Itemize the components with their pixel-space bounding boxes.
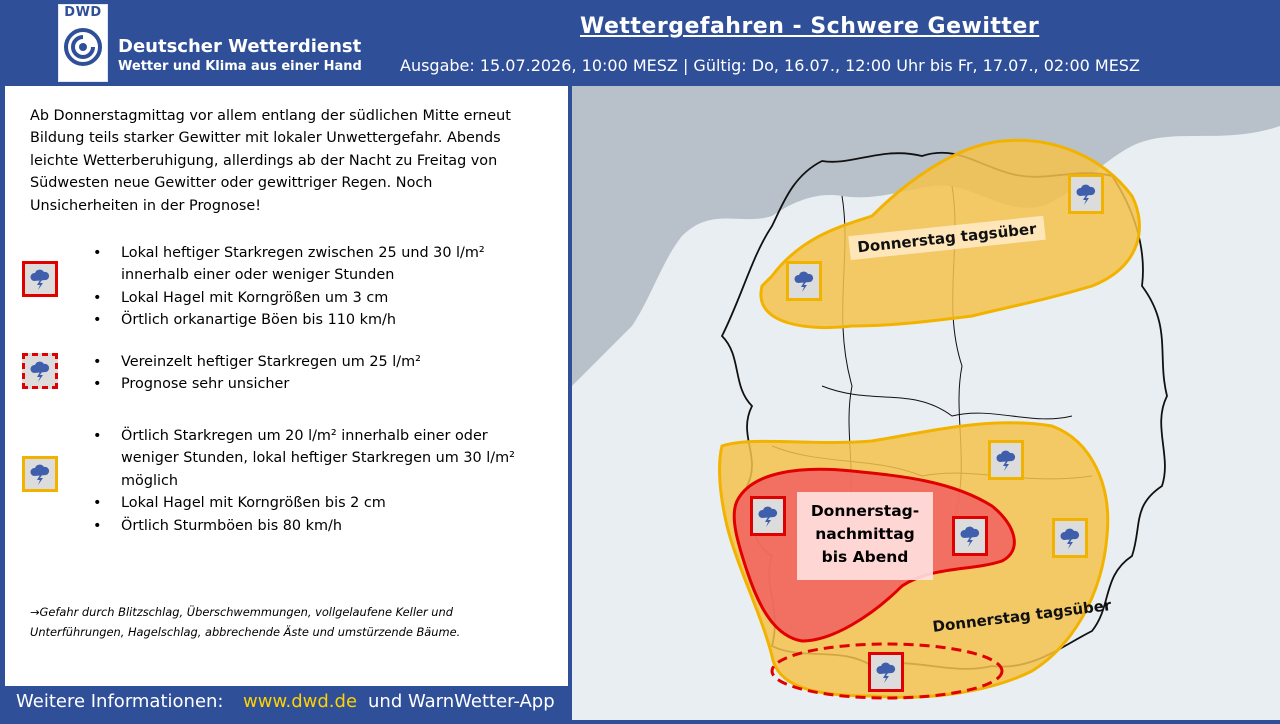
- intro-line: Ab Donnerstagmittag vor allem entlang der südlichen Mitte erneut: [30, 108, 511, 124]
- header: [0, 0, 1280, 86]
- uncertain-warning-legend-icon: [22, 353, 58, 389]
- severe-area-label: [797, 492, 933, 580]
- warning-map: [572, 86, 1280, 720]
- logo-text: DWD: [64, 5, 102, 20]
- north-area-label: Donnerstag tagsüber: [848, 216, 1045, 260]
- severe-label-line: Donnerstag-: [810, 502, 920, 520]
- legend-item: • Prognose sehr unsicher: [121, 373, 531, 395]
- forecast-intro: [30, 105, 560, 217]
- south-area-label: Donnerstag tagsüber: [931, 596, 1113, 636]
- danger-note: →Gefahr durch Blitzschlag, Überschwemmungen, vollgelaufene Keller und Unterführungen, Hagelschlag, abbrechende Äste und umstürzende Bäume.: [30, 605, 461, 639]
- legend-item: • Örtlich orkanartige Böen bis 110 km/h: [121, 309, 531, 331]
- uncertain-warning-list: [87, 351, 531, 396]
- legend-item: • Lokal Hagel mit Korngrößen bis 2 cm: [121, 492, 531, 514]
- thunderstorm-icon: [750, 496, 786, 536]
- severe-label-line: nachmittag: [815, 525, 915, 543]
- org-name: Deutscher Wetterdienst: [118, 36, 362, 57]
- legend-item: • Vereinzelt heftiger Starkregen um 25 l/m²: [121, 351, 531, 373]
- footer-link[interactable]: www.dwd.de: [243, 691, 358, 712]
- footer-suffix: und WarnWetter-App: [368, 691, 555, 712]
- thunderstorm-icon: [28, 462, 52, 486]
- severe-label-line: bis Abend: [821, 548, 909, 566]
- footer: [0, 686, 572, 720]
- dwd-swirl-icon: [64, 27, 102, 67]
- footer-prefix: Weitere Informationen:: [16, 691, 224, 712]
- severe-warning-list: [87, 242, 531, 332]
- moderate-warning-legend-icon: [22, 456, 58, 492]
- legend-item: • Lokal heftiger Starkregen zwischen 25 und 30 l/m² innerhalb einer oder weniger Stunden: [121, 242, 531, 287]
- thunderstorm-icon: [28, 267, 52, 291]
- thunderstorm-icon: [1068, 174, 1104, 214]
- thunderstorm-icon: [868, 652, 904, 692]
- thunderstorm-icon: [28, 359, 52, 383]
- intro-line: leichte Wetterberuhigung, allerdings ab der Nacht zu Freitag von: [30, 152, 498, 169]
- dwd-logo: [58, 4, 108, 82]
- intro-line: Unsicherheiten in der Prognose!: [30, 197, 262, 214]
- intro-line: Bildung teils starker Gewitter mit lokaler Unwettergefahr. Abends: [30, 130, 501, 147]
- moderate-warning-list: [87, 425, 531, 537]
- thunderstorm-icon: [952, 516, 988, 556]
- org-slogan: Wetter und Klima aus einer Hand: [118, 59, 362, 74]
- thunderstorm-icon: [1052, 518, 1088, 558]
- legend-item: • Lokal Hagel mit Korngrößen um 3 cm: [121, 287, 531, 309]
- legend-item: • Örtlich Sturmböen bis 80 km/h: [121, 515, 531, 537]
- page-title: Wettergefahren - Schwere Gewitter: [580, 14, 1040, 39]
- legend-item: • Örtlich Starkregen um 20 l/m² innerhalb einer oder weniger Stunden, lokal heftiger Starkregen um 30 l/m² möglich: [121, 425, 531, 492]
- severe-warning-legend-icon: [22, 261, 58, 297]
- thunderstorm-icon: [988, 440, 1024, 480]
- issue-validity-line: Ausgabe: 15.07.2026, 10:00 MESZ | Gültig: Do, 16.07., 12:00 Uhr bis Fr, 17.07., 02:00 MESZ: [400, 56, 1140, 75]
- text-panel: [5, 86, 568, 686]
- thunderstorm-icon: [786, 261, 822, 301]
- intro-line: Südwesten neue Gewitter oder gewittriger Regen. Noch: [30, 175, 433, 192]
